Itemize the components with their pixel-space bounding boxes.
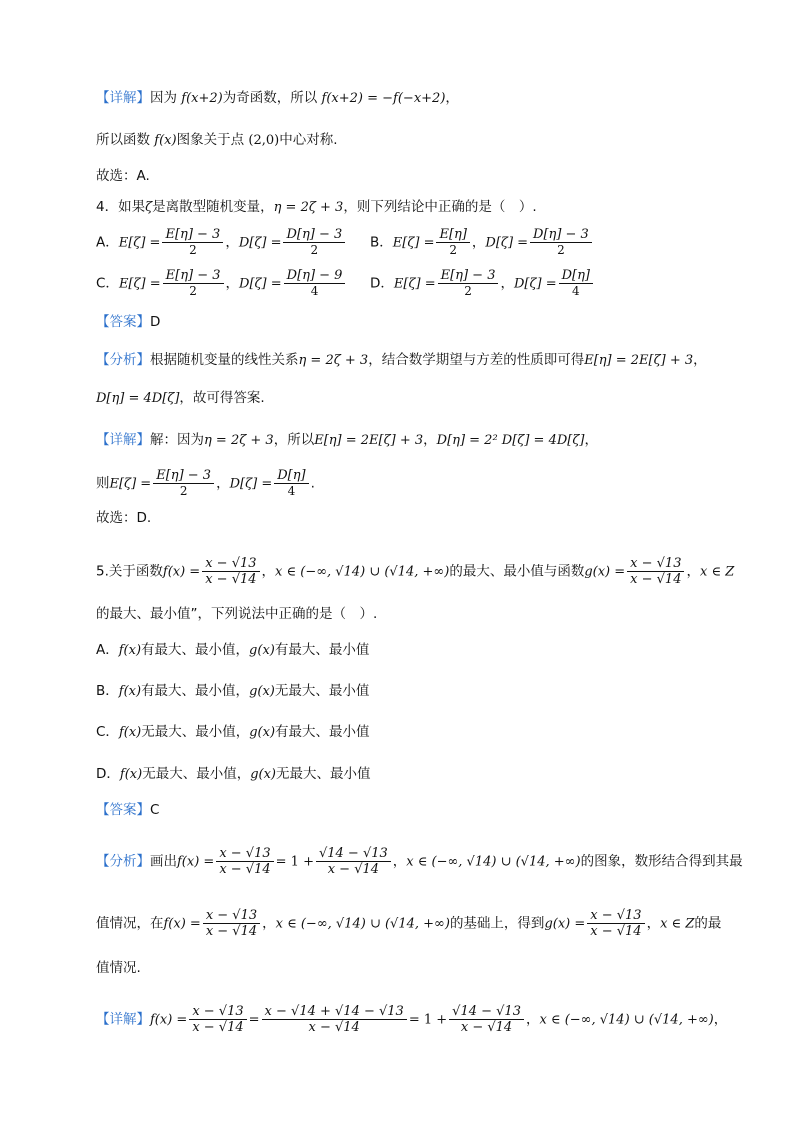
q5-option-a xyxy=(96,640,369,661)
option-label: A． xyxy=(96,234,119,251)
numerator: D[η] − 3 xyxy=(283,227,345,243)
fraction xyxy=(627,556,684,587)
math-expr: f(x+2) = −f(−x+2) xyxy=(321,91,446,106)
text: 所以函数 xyxy=(96,132,150,148)
math-expr: D[η] = 2² D[ζ] = 4D[ζ] xyxy=(436,433,585,448)
detail-line-1 xyxy=(96,88,459,109)
text: ，则下列结论中正确的是（ ）. xyxy=(343,199,537,215)
text: 有最大、最小值 xyxy=(275,724,370,740)
denominator: 4 xyxy=(310,284,319,298)
numerator: D[η] xyxy=(274,468,308,484)
math-expr: f(x) xyxy=(119,767,143,782)
analysis-tag: 【分析】 xyxy=(96,352,150,368)
math-expr: D[η] = 4D[ζ] xyxy=(96,391,180,406)
q4-option-d xyxy=(370,268,595,299)
text: ， xyxy=(445,90,459,106)
math-expr: x ∈ Z xyxy=(660,916,695,932)
fraction xyxy=(153,468,214,499)
text: 无最大、最小值 xyxy=(276,766,371,782)
math-expr: = xyxy=(248,1012,260,1028)
fraction xyxy=(202,556,259,587)
text: 无最大、最小值， xyxy=(141,724,250,740)
text: ， xyxy=(216,475,230,492)
math-expr: f(x) = xyxy=(163,916,201,932)
denominator: 2 xyxy=(179,484,188,498)
text: ， xyxy=(686,563,700,580)
math-expr: f(x) = xyxy=(150,1012,188,1028)
numerator: x − √13 xyxy=(587,908,644,924)
text: ， xyxy=(262,915,276,932)
text: ， xyxy=(713,1011,728,1028)
q4-answer xyxy=(96,312,160,332)
q5-analysis-2 xyxy=(96,908,721,939)
text: . xyxy=(310,475,315,492)
option-label: A． xyxy=(96,642,119,658)
text: 无最大、最小值， xyxy=(142,766,251,782)
denominator: 2 xyxy=(189,284,197,298)
text: ， xyxy=(423,432,437,448)
fraction xyxy=(216,846,273,877)
numerator: E[η] xyxy=(436,227,469,243)
q4-option-a xyxy=(96,227,347,258)
detail-tag: 【详解】 xyxy=(96,1011,150,1028)
q5-answer xyxy=(96,800,159,820)
fraction xyxy=(203,908,260,939)
math-expr: g(x) xyxy=(249,684,275,699)
text: 因为 xyxy=(150,90,177,106)
q5-detail-1 xyxy=(96,1004,727,1035)
q5-option-d xyxy=(96,764,371,785)
math-expr: ζ xyxy=(145,200,153,215)
denominator: x − √14 xyxy=(219,862,271,877)
math-expr: D[ζ] = xyxy=(229,476,273,492)
q4-stem xyxy=(96,197,537,218)
q5-option-c xyxy=(96,722,370,743)
numerator: x − √14 + √14 − √13 xyxy=(262,1004,407,1020)
numerator: E[η] − 3 xyxy=(162,227,223,243)
numerator: x − √13 xyxy=(202,556,259,572)
numerator: E[η] − 3 xyxy=(163,268,224,284)
answer-tag: 【答案】 xyxy=(96,314,150,330)
text: ， xyxy=(225,275,240,292)
numerator: √14 − √13 xyxy=(316,846,391,862)
math-expr: f(x+2) xyxy=(181,91,223,106)
fraction xyxy=(274,468,308,499)
fraction xyxy=(316,846,391,877)
numerator: D[η] − 9 xyxy=(284,268,346,284)
numerator: D[η] − 3 xyxy=(530,227,592,243)
text: 的最 xyxy=(694,915,722,932)
math-expr: D[ζ] = xyxy=(513,276,557,292)
option-label: D． xyxy=(96,766,120,782)
denominator: x − √14 xyxy=(308,1020,360,1035)
text: ， xyxy=(392,853,407,870)
q4-choose: 故选：D. xyxy=(96,510,152,526)
option-label: C． xyxy=(96,275,119,292)
option-label: C． xyxy=(96,724,119,740)
denominator: 4 xyxy=(571,284,580,298)
fraction xyxy=(449,1004,524,1035)
fraction xyxy=(559,268,593,299)
math-expr: η = 2ζ + 3 xyxy=(298,353,369,368)
denominator: 4 xyxy=(287,484,296,498)
math-expr: x ∈ Z xyxy=(699,564,735,580)
math-expr: η = 2ζ + 3 xyxy=(273,200,344,215)
math-expr: = 1 + xyxy=(408,1012,448,1028)
math-expr: = 1 + xyxy=(275,854,314,870)
denominator: x − √14 xyxy=(590,924,642,939)
text: 无最大、最小值 xyxy=(274,683,370,699)
q5-stem xyxy=(96,556,734,587)
text: 解：因为 xyxy=(150,432,204,448)
option-label: D． xyxy=(370,275,394,292)
math-expr: E[η] = 2E[ζ] + 3 xyxy=(314,433,424,448)
q4-option-b xyxy=(370,227,594,258)
fraction xyxy=(284,268,346,299)
math-expr: E[ζ] = xyxy=(118,235,161,251)
q5-option-b xyxy=(96,681,369,702)
text: 的图象，数形结合得到其最 xyxy=(580,853,743,870)
text: ，所以 xyxy=(273,432,315,448)
math-expr: x ∈ (−∞, √14) ∪ (√14, +∞) xyxy=(539,1012,714,1028)
math-expr: η = 2ζ + 3 xyxy=(204,433,274,448)
numerator: x − √13 xyxy=(189,1004,246,1020)
fraction xyxy=(530,227,592,258)
numerator: √14 − √13 xyxy=(449,1004,524,1020)
math-expr: f(x) xyxy=(154,133,177,148)
text: 值情况，在 xyxy=(96,915,164,932)
math-expr: E[ζ] = xyxy=(392,235,435,251)
text: ， xyxy=(693,352,707,368)
answer-value: C xyxy=(150,802,160,818)
text: 中心对称. xyxy=(279,132,338,148)
math-expr: g(x) xyxy=(249,643,275,658)
text: 是离散型随机变量， xyxy=(152,199,274,215)
denominator: 2 xyxy=(189,243,197,257)
text: 5.关于函数 xyxy=(96,563,163,580)
text: ， xyxy=(500,275,514,292)
numerator: E[η] − 3 xyxy=(153,468,214,484)
text: ， xyxy=(646,915,661,932)
math-expr: g(x) xyxy=(250,767,276,782)
math-expr: D[ζ] = xyxy=(238,235,282,251)
denominator: x − √14 xyxy=(630,572,682,587)
text: 有最大、最小值， xyxy=(141,642,250,658)
fraction xyxy=(163,268,224,299)
math-expr: E[ζ] = xyxy=(109,476,152,492)
text: 为奇函数，所以 xyxy=(222,90,318,106)
q5-stem-2: 的最大、最小值”，下列说法中正确的是（ ）. xyxy=(96,606,378,622)
denominator: x − √14 xyxy=(205,924,258,939)
detail-line-2 xyxy=(96,130,338,151)
fraction xyxy=(262,1004,407,1035)
text: 则 xyxy=(96,475,110,492)
math-expr: x ∈ (−∞, √14) ∪ (√14, +∞) xyxy=(275,916,450,932)
text: ， xyxy=(525,1011,540,1028)
text: ，故可得答案. xyxy=(179,390,265,406)
denominator: x − √14 xyxy=(205,572,257,587)
denominator: 2 xyxy=(310,243,319,257)
q4-option-c xyxy=(96,268,347,299)
fraction xyxy=(162,227,223,258)
math-expr: E[η] = 2E[ζ] + 3 xyxy=(584,353,694,368)
answer-tag: 【答案】 xyxy=(96,802,150,818)
numerator: x − √13 xyxy=(203,908,260,924)
option-label: B． xyxy=(370,234,393,251)
choose-line: 故选：A. xyxy=(96,168,150,184)
math-expr: f(x) = xyxy=(177,854,215,870)
numerator: x − √13 xyxy=(216,846,273,862)
fraction xyxy=(587,908,644,939)
text: 根据随机变量的线性关系 xyxy=(150,352,299,368)
numerator: E[η] − 3 xyxy=(438,268,499,284)
q4-analysis-2 xyxy=(96,388,265,409)
fraction xyxy=(438,268,499,299)
math-expr: D[ζ] = xyxy=(239,276,282,292)
q5-analysis-3: 值情况. xyxy=(96,960,141,976)
math-expr: g(x) xyxy=(249,725,276,740)
math-expr: E[ζ] = xyxy=(118,276,161,292)
math-expr: x ∈ (−∞, √14) ∪ (√14, +∞) xyxy=(275,564,450,580)
text: 的基础上，得到 xyxy=(449,915,545,932)
math-expr: E[ζ] = xyxy=(393,276,436,292)
analysis-tag: 【分析】 xyxy=(96,853,150,870)
q4-detail-2 xyxy=(96,468,315,499)
math-expr: D[ζ] = xyxy=(485,235,529,251)
detail-tag: 【详解】 xyxy=(96,90,150,106)
numerator: D[η] xyxy=(559,268,593,284)
q4-analysis-1 xyxy=(96,350,707,371)
fraction xyxy=(189,1004,246,1035)
denominator: x − √14 xyxy=(460,1020,513,1035)
denominator: 2 xyxy=(464,284,472,298)
denominator: x − √14 xyxy=(327,862,380,877)
fraction xyxy=(436,227,469,258)
text: ， xyxy=(225,234,239,251)
math-expr: g(x) = xyxy=(584,564,626,580)
math-expr: f(x) = xyxy=(162,564,201,580)
denominator: x − √14 xyxy=(192,1020,244,1035)
text: ，结合数学期望与方差的性质即可得 xyxy=(368,352,585,368)
math-expr: f(x) xyxy=(118,643,142,658)
text: 4．如果 xyxy=(96,199,146,215)
q5-analysis-1 xyxy=(96,846,743,877)
math-expr: g(x) = xyxy=(544,916,586,932)
fraction xyxy=(283,227,345,258)
answer-value: D xyxy=(150,314,161,330)
text: ， xyxy=(584,432,598,448)
denominator: 2 xyxy=(449,243,458,257)
detail-tag: 【详解】 xyxy=(96,432,150,448)
text: ， xyxy=(471,234,486,251)
q4-detail-1 xyxy=(96,430,598,451)
math-expr: f(x) xyxy=(118,684,142,699)
text: 的最大、最小值与函数 xyxy=(449,563,585,580)
text: 有最大、最小值， xyxy=(141,683,250,699)
numerator: x − √13 xyxy=(627,556,684,572)
text: 有最大、最小值 xyxy=(274,642,370,658)
text: 图象关于点 xyxy=(176,132,245,148)
math-expr: x ∈ (−∞, √14) ∪ (√14, +∞) xyxy=(406,854,581,870)
text: 画出 xyxy=(150,853,177,870)
denominator: 2 xyxy=(557,243,565,257)
text: ， xyxy=(261,563,276,580)
math-expr: f(x) xyxy=(118,725,142,740)
option-label: B． xyxy=(96,683,119,699)
math-expr: (2,0) xyxy=(248,133,280,148)
